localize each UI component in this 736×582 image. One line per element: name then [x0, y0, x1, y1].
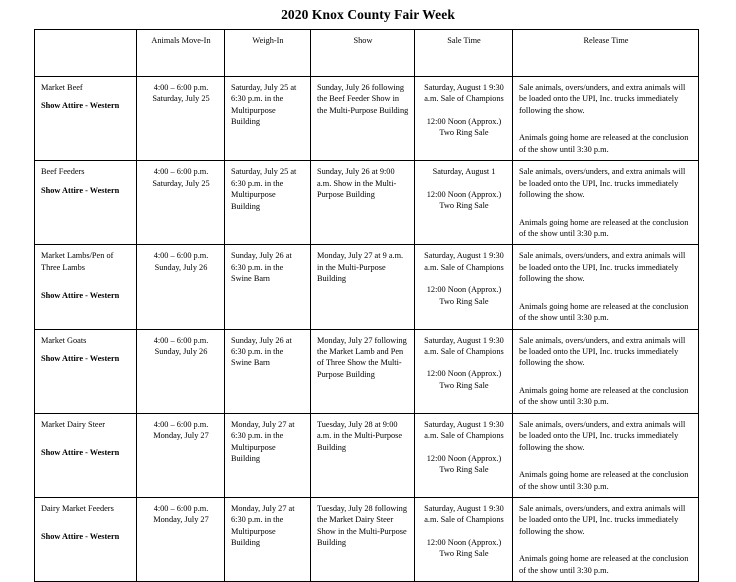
cell-show: Sunday, July 26 at 9:00 a.m. Show in the Multi-Purpose Building [311, 161, 415, 245]
sale-time-secondary: 12:00 Noon (Approx.) Two Ring Sale [426, 537, 502, 559]
animal-name: Dairy Market Feeders [41, 503, 114, 513]
table-header [35, 30, 699, 77]
header-row [35, 30, 699, 77]
cell-animals-move-in: 4:00 – 6:00 p.m. Sunday, July 26 [137, 329, 225, 413]
spacer [519, 537, 693, 553]
spacer [421, 105, 507, 116]
cell-show: Monday, July 27 following the Market Lamb and Pen of Three Show the Multi-Purpose Building [311, 329, 415, 413]
page-title: 2020 Knox County Fair Week [281, 7, 455, 22]
sale-time-primary: Saturday, August 1 [432, 167, 496, 177]
animal-name: Beef Feeders [41, 167, 85, 177]
cell-release-time [513, 497, 699, 581]
spacer [519, 453, 693, 469]
sale-time-primary: Saturday, August 1 9:30 a.m. Sale of Champions [424, 419, 504, 441]
cell-weigh-in: Saturday, July 25 at 6:30 p.m. in the Multipurpose Building [225, 77, 311, 161]
spacer [41, 273, 131, 290]
cell-sale-time [415, 245, 513, 329]
cell-animal [35, 77, 137, 161]
cell-animals-move-in: 4:00 – 6:00 p.m. Saturday, July 25 [137, 161, 225, 245]
table-row [35, 161, 699, 245]
show-attire-note: Show Attire - Western [41, 448, 120, 458]
release-loading-note: Sale animals, overs/unders, and extra animals will be loaded onto the UPI, Inc. trucks immediately following the show. [519, 251, 686, 284]
spacer [421, 178, 507, 189]
sale-time-secondary: 12:00 Noon (Approx.) Two Ring Sale [426, 285, 502, 306]
table-row [35, 497, 699, 581]
cell-release-time [513, 77, 699, 161]
cell-sale-time [415, 77, 513, 161]
table-body [35, 77, 699, 582]
cell-weigh-in: Sunday, July 26 at 6:30 p.m. in the Swine Barn [225, 245, 311, 329]
sale-time-secondary: 12:00 Noon (Approx.) Two Ring Sale [426, 189, 502, 211]
spacer [421, 442, 507, 453]
table-row [35, 413, 699, 497]
cell-sale-time [415, 497, 513, 581]
column-header-show: Show [311, 30, 415, 77]
spacer [519, 285, 693, 301]
sale-time-primary: Saturday, August 1 9:30 a.m. Sale of Champions [424, 83, 504, 104]
cell-show: Tuesday, July 28 at 9:00 a.m. in the Multi-Purpose Building [311, 413, 415, 497]
spacer [41, 514, 131, 531]
cell-show: Monday, July 27 at 9 a.m. in the Multi-Purpose Building [311, 245, 415, 329]
sale-time-primary: Saturday, August 1 9:30 a.m. Sale of Champions [424, 335, 504, 356]
cell-animal [35, 245, 137, 329]
cell-animals-move-in: 4:00 – 6:00 p.m. Sunday, July 26 [137, 245, 225, 329]
table-row [35, 77, 699, 161]
animal-name: Market Dairy Steer [41, 419, 106, 429]
cell-show: Sunday, July 26 following the Beef Feeder Show in the Multi-Purpose Building [311, 77, 415, 161]
cell-weigh-in: Saturday, July 25 at 6:30 p.m. in the Multipurpose Building [225, 161, 311, 245]
animal-name: Market Goats [41, 335, 87, 345]
animal-name: Market Beef [41, 83, 83, 92]
spacer [41, 430, 131, 447]
release-going-home-note: Animals going home are released at the conclusion of the show until 3:30 p.m. [519, 217, 689, 238]
cell-release-time [513, 161, 699, 245]
column-header-weigh-in: Weigh-In [225, 30, 311, 77]
cell-animal [35, 329, 137, 413]
sale-time-primary: Saturday, August 1 9:30 a.m. Sale of Champions [424, 251, 504, 272]
spacer [421, 526, 507, 537]
release-loading-note: Sale animals, overs/unders, and extra animals will be loaded onto the UPI, Inc. trucks immediately following the show. [519, 335, 686, 368]
spacer [519, 116, 693, 132]
column-header-animals-move-in: Animals Move-In [137, 30, 225, 77]
table-row [35, 329, 699, 413]
show-attire-note: Show Attire - Western [41, 354, 120, 363]
fair-week-schedule-table [34, 29, 699, 582]
spacer [41, 178, 131, 185]
release-going-home-note: Animals going home are released at the conclusion of the show until 3:30 p.m. [519, 301, 689, 323]
show-attire-note: Show Attire - Western [41, 291, 120, 301]
column-header-animal [35, 30, 137, 77]
release-going-home-note: Animals going home are released at the conclusion of the show until 3:30 p.m. [519, 133, 689, 154]
cell-animal [35, 497, 137, 581]
release-going-home-note: Animals going home are released at the conclusion of the show until 3:30 p.m. [519, 470, 689, 491]
release-going-home-note: Animals going home are released at the conclusion of the show until 3:30 p.m. [519, 554, 689, 575]
spacer [519, 369, 693, 385]
show-attire-note: Show Attire - Western [41, 101, 120, 111]
sale-time-secondary: 12:00 Noon (Approx.) Two Ring Sale [426, 116, 502, 138]
spacer [421, 357, 507, 368]
sale-time-secondary: 12:00 Noon (Approx.) Two Ring Sale [426, 369, 502, 390]
cell-weigh-in: Sunday, July 26 at 6:30 p.m. in the Swine Barn [225, 329, 311, 413]
cell-release-time [513, 413, 699, 497]
cell-release-time [513, 245, 699, 329]
spacer [41, 346, 131, 353]
release-loading-note: Sale animals, overs/unders, and extra animals will be loaded onto the UPI, Inc. trucks immediately following the show. [519, 503, 686, 536]
cell-sale-time [415, 329, 513, 413]
release-loading-note: Sale animals, overs/unders, and extra animals will be loaded onto the UPI, Inc. trucks immediately following the show. [519, 167, 686, 200]
column-header-release-time: Release Time [513, 30, 699, 77]
table-row [35, 245, 699, 329]
cell-sale-time [415, 161, 513, 245]
release-going-home-note: Animals going home are released at the conclusion of the show until 3:30 p.m. [519, 385, 689, 407]
animal-name: Market Lambs/Pen of Three Lambs [41, 251, 114, 272]
show-attire-note: Show Attire - Western [41, 532, 120, 542]
spacer [519, 201, 693, 217]
cell-animals-move-in: 4:00 – 6:00 p.m. Monday, July 27 [137, 413, 225, 497]
release-loading-note: Sale animals, overs/unders, and extra animals will be loaded onto the UPI, Inc. trucks immediately following the show. [519, 83, 686, 115]
cell-animal [35, 413, 137, 497]
sale-time-primary: Saturday, August 1 9:30 a.m. Sale of Champions [424, 503, 504, 525]
spacer [421, 273, 507, 284]
cell-animal [35, 161, 137, 245]
cell-weigh-in: Monday, July 27 at 6:30 p.m. in the Multipurpose Building [225, 497, 311, 581]
release-loading-note: Sale animals, overs/unders, and extra animals will be loaded onto the UPI, Inc. trucks immediately following the show. [519, 419, 686, 452]
cell-release-time [513, 329, 699, 413]
show-attire-note: Show Attire - Western [41, 185, 120, 195]
spacer [41, 93, 131, 100]
cell-animals-move-in: 4:00 – 6:00 p.m. Monday, July 27 [137, 497, 225, 581]
sale-time-secondary: 12:00 Noon (Approx.) Two Ring Sale [426, 453, 502, 475]
cell-animals-move-in: 4:00 – 6:00 p.m. Saturday, July 25 [137, 77, 225, 161]
cell-weigh-in: Monday, July 27 at 6:30 p.m. in the Multipurpose Building [225, 413, 311, 497]
cell-show: Tuesday, July 28 following the Market Dairy Steer Show in the Multi-Purpose Building [311, 497, 415, 581]
column-header-sale-time: Sale Time [415, 30, 513, 77]
cell-sale-time [415, 413, 513, 497]
